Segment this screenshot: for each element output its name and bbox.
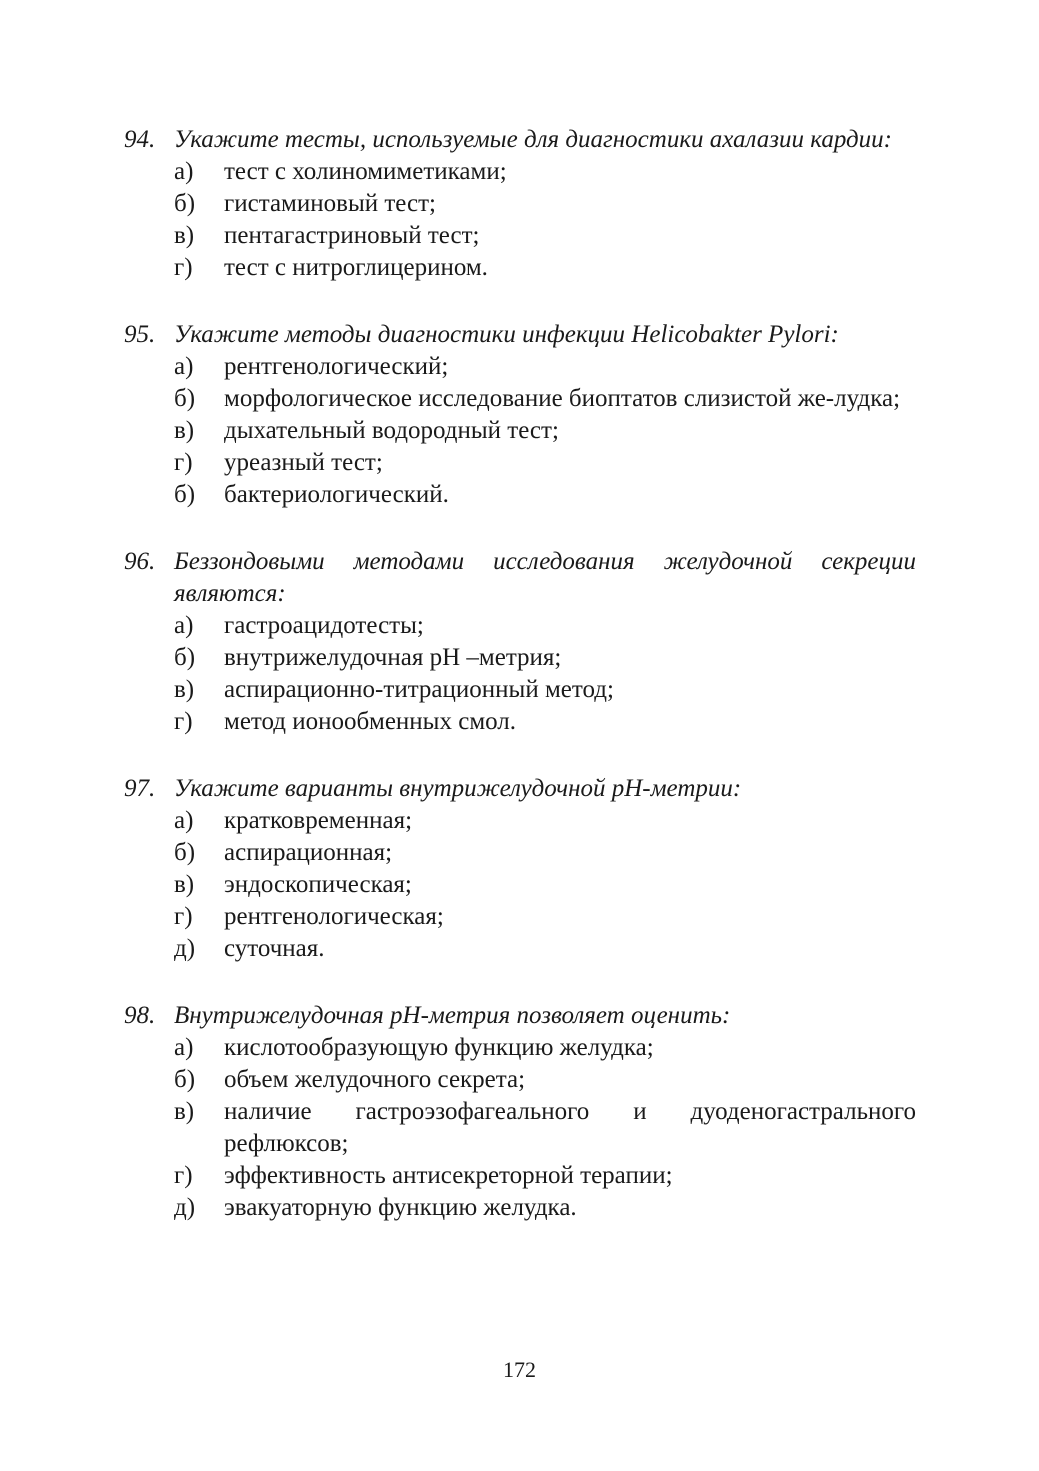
answer-option <box>124 933 916 965</box>
answer-options <box>124 156 916 284</box>
answer-option <box>124 674 916 706</box>
answer-option <box>124 479 916 511</box>
question-text: Беззондовыми методами исследования желудочной секреции являются: <box>174 548 916 607</box>
answer-option <box>124 188 916 220</box>
option-letter: в) <box>174 676 195 703</box>
question-95 <box>124 319 916 511</box>
option-letter: в) <box>174 871 195 898</box>
option-letter: а) <box>174 1034 194 1061</box>
question-number: 97. <box>124 775 156 802</box>
option-text: пентагастриновый тест; <box>224 222 480 249</box>
option-text: эндоскопическая; <box>224 871 412 898</box>
option-text: тест с холиномиметиками; <box>224 158 507 185</box>
answer-option <box>124 901 916 933</box>
option-text: эвакуаторную функцию желудка. <box>224 1194 577 1221</box>
answer-option <box>124 1096 916 1160</box>
question-text: Укажите тесты, используемые для диагностики ахалазии кардии: <box>174 126 892 153</box>
option-text: эффективность антисекреторной терапии; <box>224 1162 673 1189</box>
option-letter: д) <box>174 1194 196 1221</box>
answer-option <box>124 1192 916 1224</box>
answer-options <box>124 805 916 965</box>
option-text: суточная. <box>224 935 325 962</box>
option-text: аспирационная; <box>224 839 393 866</box>
option-text: кислотообразующую функцию желудка; <box>224 1034 654 1061</box>
option-text: наличие гастроэзофагеального и дуоденогастрального рефлюксов; <box>224 1098 916 1157</box>
option-letter: в) <box>174 1098 195 1125</box>
option-text: уреазный тест; <box>224 449 383 476</box>
answer-option <box>124 447 916 479</box>
answer-option <box>124 869 916 901</box>
answer-option <box>124 156 916 188</box>
option-letter: в) <box>174 417 195 444</box>
question-96 <box>124 546 916 738</box>
option-letter: г) <box>174 1162 193 1189</box>
option-letter: б) <box>174 1066 196 1093</box>
option-text: бактериологический. <box>224 481 449 508</box>
question-header <box>124 319 916 351</box>
option-text: гистаминовый тест; <box>224 190 436 217</box>
answer-option <box>124 642 916 674</box>
option-text: аспирационно-титрационный метод; <box>224 676 614 703</box>
option-text: внутрижелудочная рН –метрия; <box>224 644 562 671</box>
option-letter: в) <box>174 222 195 249</box>
option-text: рентгенологическая; <box>224 903 444 930</box>
option-letter: б) <box>174 385 196 412</box>
answer-option <box>124 610 916 642</box>
option-letter: г) <box>174 254 193 281</box>
answer-option <box>124 383 916 415</box>
option-text: кратковременная; <box>224 807 413 834</box>
question-number: 98. <box>124 1002 156 1029</box>
option-text: тест с нитроглицерином. <box>224 254 488 281</box>
option-letter: д) <box>174 935 196 962</box>
answer-option <box>124 220 916 252</box>
answer-option <box>124 1160 916 1192</box>
question-97 <box>124 773 916 965</box>
option-letter: а) <box>174 612 194 639</box>
option-letter: б) <box>174 190 196 217</box>
option-letter: б) <box>174 481 196 508</box>
question-98 <box>124 1000 916 1224</box>
question-text: Укажите варианты внутрижелудочной рН-метрии: <box>174 775 742 802</box>
answer-option <box>124 252 916 284</box>
question-94 <box>124 124 916 284</box>
option-letter: г) <box>174 903 193 930</box>
answer-option <box>124 706 916 738</box>
question-number: 95. <box>124 321 156 348</box>
question-header <box>124 773 916 805</box>
answer-option <box>124 837 916 869</box>
option-letter: а) <box>174 353 194 380</box>
option-text: гастроацидотесты; <box>224 612 424 639</box>
question-header <box>124 546 916 610</box>
answer-option <box>124 1032 916 1064</box>
question-list <box>124 124 916 1259</box>
question-number: 96. <box>124 548 156 575</box>
option-letter: а) <box>174 807 194 834</box>
question-header <box>124 124 916 156</box>
question-number: 94. <box>124 126 156 153</box>
option-letter: г) <box>174 708 193 735</box>
option-text: объем желудочного секрета; <box>224 1066 526 1093</box>
option-text: рентгенологический; <box>224 353 449 380</box>
page-number: 172 <box>503 1357 536 1382</box>
answer-option <box>124 1064 916 1096</box>
option-letter: б) <box>174 644 196 671</box>
option-text: метод ионообменных смол. <box>224 708 517 735</box>
question-text: Внутрижелудочная рН-метрия позволяет оценить: <box>174 1002 731 1029</box>
answer-option <box>124 351 916 383</box>
answer-options <box>124 610 916 738</box>
option-text: дыхательный водородный тест; <box>224 417 559 444</box>
answer-options <box>124 1032 916 1224</box>
question-header <box>124 1000 916 1032</box>
option-letter: а) <box>174 158 194 185</box>
option-letter: г) <box>174 449 193 476</box>
option-text: морфологическое исследование биоптатов слизистой же-лудка; <box>224 385 901 412</box>
answer-option <box>124 415 916 447</box>
answer-options <box>124 351 916 511</box>
option-letter: б) <box>174 839 196 866</box>
question-text: Укажите методы диагностики инфекции Helicobakter Pylori: <box>174 321 839 348</box>
answer-option <box>124 805 916 837</box>
